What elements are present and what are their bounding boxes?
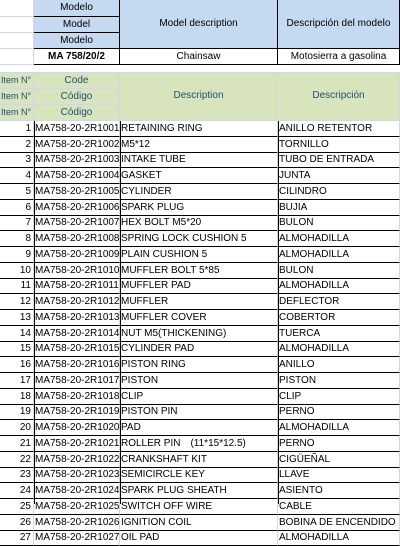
description-cell[interactable]: MUFFLER	[120, 294, 278, 310]
item-number-cell[interactable]: 12	[0, 294, 34, 310]
model-description-es[interactable]: Motosierra a gasolina	[278, 49, 400, 65]
description-cell[interactable]: SPARK PLUG SHEATH	[120, 483, 278, 499]
descripcion-cell[interactable]: BOBINA DE ENCENDIDO	[278, 515, 400, 531]
item-number-cell[interactable]: 11	[0, 279, 34, 294]
description-cell[interactable]: MUFFLER BOLT 5*85	[120, 263, 278, 279]
descripcion-cell[interactable]: CABLE	[278, 499, 400, 515]
description-header[interactable]: Description	[120, 73, 278, 121]
model-label-es[interactable]: Modelo	[34, 33, 120, 49]
descripcion-cell[interactable]: ANILLO RETENTOR	[278, 121, 400, 137]
description-cell[interactable]: RETAINING RING	[120, 121, 278, 137]
blank-cell[interactable]	[0, 33, 34, 49]
item-number-cell[interactable]: 23	[0, 468, 34, 483]
item-number-cell[interactable]: 16	[0, 357, 34, 373]
description-cell[interactable]: OIL PAD	[120, 531, 278, 546]
model-label-en[interactable]: Modelo	[34, 0, 120, 17]
descripcion-cell[interactable]: TORNILLO	[278, 137, 400, 153]
descripcion-cell[interactable]: JUNTA	[278, 168, 400, 184]
description-cell[interactable]: PISTON PIN	[120, 405, 278, 420]
column-divider	[34, 121, 35, 504]
code-cell[interactable]: MA758-20-2R1014	[34, 326, 120, 342]
description-cell[interactable]: PISTON RING	[120, 357, 278, 373]
code-cell[interactable]: MA758-20-2R1021	[34, 436, 120, 452]
code-cell[interactable]: MA758-20-2R1019	[34, 405, 120, 420]
descripcion-cell[interactable]: PERNO	[278, 436, 400, 452]
blank-cell[interactable]	[0, 17, 34, 33]
item-number-cell[interactable]: 4	[0, 168, 34, 184]
description-cell[interactable]: SWITCH OFF WIRE	[120, 499, 278, 515]
description-cell[interactable]: SPRING LOCK CUSHION 5	[120, 231, 278, 247]
code-cell[interactable]: MA758-20-2R1002	[34, 137, 120, 153]
item-number-cell[interactable]: 15	[0, 342, 34, 357]
description-cell[interactable]: MUFFLER COVER	[120, 310, 278, 326]
descripcion-cell[interactable]: CIGÜEÑAL	[278, 452, 400, 468]
code-header-es[interactable]: Código	[34, 89, 120, 105]
item-number-cell[interactable]: 18	[0, 389, 34, 405]
code-cell[interactable]: MA758-20-2R1018	[34, 389, 120, 405]
description-cell[interactable]: SPARK PLUG	[120, 200, 278, 216]
description-cell[interactable]: CRANKSHAFT KIT	[120, 452, 278, 468]
item-number-cell[interactable]: 19	[0, 405, 34, 420]
code-cell[interactable]: MA758-20-2R1017	[34, 373, 120, 389]
item-number-cell[interactable]: 1	[0, 121, 34, 137]
descripcion-cell[interactable]: COBERTOR	[278, 310, 400, 326]
description-cell[interactable]: PISTON	[120, 373, 278, 389]
description-cell[interactable]: INTAKE TUBE	[120, 153, 278, 168]
descripcion-cell[interactable]: BUJIA	[278, 200, 400, 216]
descripcion-cell[interactable]: PERNO	[278, 405, 400, 420]
item-number-cell[interactable]: 13	[0, 310, 34, 326]
code-cell[interactable]: MA758-20-2R1025	[34, 499, 120, 515]
column-divider	[120, 121, 121, 504]
code-cell[interactable]: MA758-20-2R1009	[34, 247, 120, 263]
description-cell[interactable]: HEX BOLT M5*20	[120, 216, 278, 231]
description-cell[interactable]: GASKET	[120, 168, 278, 184]
code-cell[interactable]: MA758-20-2R1013	[34, 310, 120, 326]
code-cell[interactable]: MA758-20-2R1024	[34, 483, 120, 499]
code-cell[interactable]: MA758-20-2R1023	[34, 468, 120, 483]
code-cell[interactable]: MA758-20-2R1020	[34, 420, 120, 436]
description-cell[interactable]: SEMICIRCLE KEY	[120, 468, 278, 483]
item-number-cell[interactable]: 21	[0, 436, 34, 452]
description-cell[interactable]: ROLLER PIN (11*15*12.5)	[120, 436, 278, 452]
code-cell[interactable]: MA758-20-2R1010	[34, 263, 120, 279]
item-number-header[interactable]: Item N°	[0, 105, 34, 121]
code-cell[interactable]: MA758-20-2R1011	[34, 279, 120, 294]
descripcion-cell[interactable]: ANILLO	[278, 357, 400, 373]
descripcion-cell[interactable]: ALMOHADILLA	[278, 420, 400, 436]
descripcion-cell[interactable]: CILINDRO	[278, 184, 400, 200]
description-cell[interactable]: CYLINDER	[120, 184, 278, 200]
model-description[interactable]: Chainsaw	[120, 49, 278, 65]
descripcion-cell[interactable]: BULON	[278, 216, 400, 231]
item-number-cell[interactable]: 7	[0, 216, 34, 231]
item-number-cell[interactable]: 20	[0, 420, 34, 436]
item-number-cell[interactable]: 10	[0, 263, 34, 279]
item-number-cell[interactable]: 8	[0, 231, 34, 247]
code-cell[interactable]: MA758-20-2R1006	[34, 200, 120, 216]
item-number-cell[interactable]: 17	[0, 373, 34, 389]
descripcion-header[interactable]: Descripción	[278, 73, 400, 121]
code-cell[interactable]: MA758-20-2R1001	[34, 121, 120, 137]
code-cell[interactable]: MA758-20-2R1027	[34, 531, 120, 546]
item-number-cell[interactable]: 26	[0, 515, 34, 531]
descripcion-cell[interactable]: TUBO DE ENTRADA	[278, 153, 400, 168]
item-number-cell[interactable]: 27	[0, 531, 34, 546]
item-number-cell[interactable]: 14	[0, 326, 34, 342]
item-number-cell[interactable]: 22	[0, 452, 34, 468]
descripcion-cell[interactable]: DEFLECTOR	[278, 294, 400, 310]
description-cell[interactable]: IGNITION COIL	[120, 515, 278, 531]
descripcion-cell[interactable]: LLAVE	[278, 468, 400, 483]
code-cell[interactable]: MA758-20-2R1004	[34, 168, 120, 184]
code-cell[interactable]: MA758-20-2R1008	[34, 231, 120, 247]
descripcion-cell[interactable]: TUERCA	[278, 326, 400, 342]
column-divider	[278, 121, 279, 504]
code-cell[interactable]: MA758-20-2R1022	[34, 452, 120, 468]
item-number-header[interactable]: Item N°	[0, 73, 34, 89]
code-header[interactable]: Code	[34, 73, 120, 89]
blank-cell[interactable]	[0, 0, 34, 17]
description-cell[interactable]: PLAIN CUSHION 5	[120, 247, 278, 263]
descripcion-cell[interactable]: CLIP	[278, 389, 400, 405]
description-cell[interactable]: M5*12	[120, 137, 278, 153]
code-cell[interactable]: MA758-20-2R1012	[34, 294, 120, 310]
item-number-cell[interactable]: 9	[0, 247, 34, 263]
code-cell[interactable]: MA758-20-2R1015	[34, 342, 120, 357]
descripcion-cell[interactable]: ALMOHADILLA	[278, 231, 400, 247]
model-label[interactable]: Model	[34, 17, 120, 33]
model-description-header[interactable]: Model description	[120, 0, 278, 49]
item-number-header[interactable]: Item N°	[0, 89, 34, 105]
descripcion-cell[interactable]: ALMOHADILLA	[278, 279, 400, 294]
code-cell[interactable]: MA758-20-2R1026	[34, 515, 120, 531]
code-cell[interactable]: MA758-20-2R1007	[34, 216, 120, 231]
description-cell[interactable]: MUFFLER PAD	[120, 279, 278, 294]
description-cell[interactable]: NUT M5(THICKENING)	[120, 326, 278, 342]
code-cell[interactable]: MA758-20-2R1005	[34, 184, 120, 200]
descripcion-cell[interactable]: ASIENTO	[278, 483, 400, 499]
code-cell[interactable]: MA758-20-2R1016	[34, 357, 120, 373]
item-number-cell[interactable]: 6	[0, 200, 34, 216]
description-cell[interactable]: PAD	[120, 420, 278, 436]
descripcion-cell[interactable]: BULON	[278, 263, 400, 279]
code-cell[interactable]: MA758-20-2R1003	[34, 153, 120, 168]
item-number-cell[interactable]: 3	[0, 153, 34, 168]
descripcion-cell[interactable]: PISTON	[278, 373, 400, 389]
model-description-es-header[interactable]: Descripción del modelo	[278, 0, 400, 49]
descripcion-cell[interactable]: ALMOHADILLA	[278, 342, 400, 357]
item-number-cell[interactable]: 5	[0, 184, 34, 200]
blank-row[interactable]	[0, 65, 400, 73]
descripcion-cell[interactable]: ALMOHADILLA	[278, 531, 400, 546]
descripcion-cell[interactable]: ALMOHADILLA	[278, 247, 400, 263]
description-cell[interactable]: CLIP	[120, 389, 278, 405]
blank-cell[interactable]	[0, 49, 34, 65]
item-number-cell[interactable]: 24	[0, 483, 34, 499]
code-header-es[interactable]: Código	[34, 105, 120, 121]
description-cell[interactable]: CYLINDER PAD	[120, 342, 278, 357]
model-code[interactable]: MA 758/20/2	[34, 49, 120, 65]
item-number-cell[interactable]: 25	[0, 499, 34, 515]
item-number-cell[interactable]: 2	[0, 137, 34, 153]
